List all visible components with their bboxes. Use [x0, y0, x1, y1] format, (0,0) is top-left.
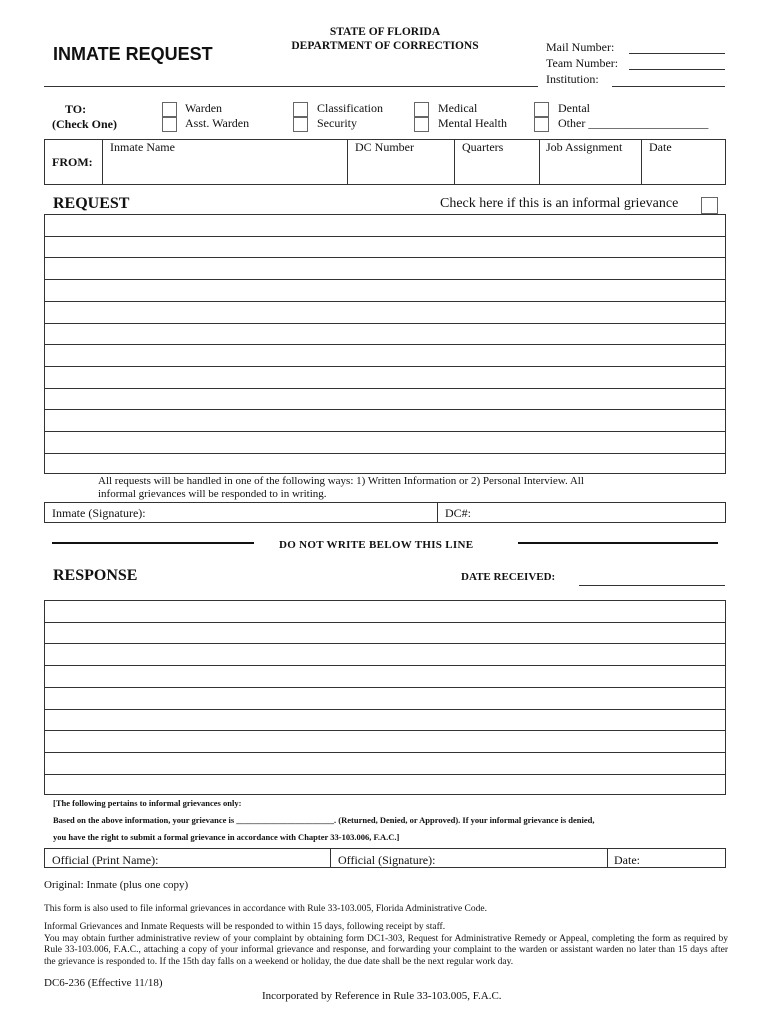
mental-health-label: Mental Health: [438, 116, 507, 130]
asst-warden-label: Asst. Warden: [185, 116, 250, 130]
official-date-label: Date:: [614, 853, 640, 867]
institution-label: Institution:: [546, 72, 599, 86]
writing-line[interactable]: [44, 257, 726, 258]
dental-checkbox[interactable]: [534, 102, 549, 117]
department-name: DEPARTMENT OF CORRECTIONS: [291, 40, 479, 52]
writing-line[interactable]: [44, 730, 726, 731]
signature-row: [44, 502, 726, 523]
lined-box[interactable]: [44, 600, 726, 795]
writing-line[interactable]: [44, 388, 726, 389]
writing-line[interactable]: [44, 687, 726, 688]
check-one-label: (Check One): [52, 117, 117, 131]
other-checkbox[interactable]: [534, 117, 549, 132]
from-col-divider: [454, 139, 455, 185]
request-heading: REQUEST: [53, 195, 130, 212]
mail-number-label: Mail Number:: [546, 40, 615, 54]
writing-line[interactable]: [44, 236, 726, 237]
handling-note: [98, 475, 584, 501]
dental-label: Dental: [558, 101, 590, 115]
security-checkbox[interactable]: [293, 117, 308, 132]
team-number-label: Team Number:: [546, 56, 619, 70]
writing-line[interactable]: [44, 752, 726, 753]
instructions: [44, 922, 728, 968]
institution-field[interactable]: [612, 86, 725, 87]
from-label: FROM:: [52, 155, 93, 169]
writing-line[interactable]: [44, 453, 726, 454]
handling-note-line: informal grievances will be responded to in writing.: [98, 488, 327, 500]
classification-label: Classification: [317, 101, 383, 115]
job-assignment-header: Job Assignment: [546, 140, 623, 154]
mail-number-field[interactable]: [629, 53, 725, 54]
writing-line[interactable]: [44, 622, 726, 623]
handling-note-line: All requests will be handled in one of the following ways: 1) Written Information or 2) Personal Interview. All: [98, 475, 584, 487]
to-label: TO:: [65, 102, 87, 116]
classification-checkbox[interactable]: [293, 102, 308, 117]
dc-number-header: DC Number: [355, 140, 414, 154]
grievance-note-line: you have the right to submit a formal grievance in accordance with Chapter 33-103.006, F.A.C.]: [53, 832, 400, 842]
inmate-signature-label: Inmate (Signature):: [52, 506, 146, 520]
divider-left: [52, 542, 254, 544]
grievance-note-line: [The following pertains to informal grievances only:: [53, 798, 242, 808]
date-received-field[interactable]: [579, 585, 725, 586]
date-received-label: DATE RECEIVED:: [461, 571, 556, 583]
other-label: Other ____________________: [558, 116, 709, 130]
writing-line[interactable]: [44, 709, 726, 710]
grievance-note-line: Based on the above information, your grievance is _______________________. (Returned, Denied, or Approved). If your informal grievance is denied,: [53, 815, 595, 825]
response-heading: RESPONSE: [53, 567, 138, 584]
form-use-note: This form is also used to file informal grievances in accordance with Rule 33-103.005, Florida Administrative Code.: [44, 904, 487, 914]
writing-line[interactable]: [44, 344, 726, 345]
warden-checkbox[interactable]: [162, 102, 177, 117]
writing-line[interactable]: [44, 279, 726, 280]
writing-line[interactable]: [44, 431, 726, 432]
from-col-divider: [102, 139, 103, 185]
original-copy-note: Original: Inmate (plus one copy): [44, 879, 189, 891]
from-col-divider: [539, 139, 540, 185]
security-label: Security: [317, 116, 357, 130]
grievance-checkbox[interactable]: [701, 197, 718, 214]
inmate-name-header: Inmate Name: [110, 140, 175, 154]
official-divider: [330, 848, 331, 868]
divider-right: [518, 542, 718, 544]
writing-line[interactable]: [44, 366, 726, 367]
instructions-para-1: Informal Grievances and Inmate Requests will be responded to within 15 days, following receipt by staff.: [44, 922, 446, 932]
state-name: STATE OF FLORIDA: [329, 26, 441, 38]
medical-label: Medical: [438, 101, 478, 115]
official-divider: [607, 848, 608, 868]
grievance-check-label: Check here if this is an informal grievance: [440, 196, 679, 211]
instructions-para-2: You may obtain further administrative review of your complaint by obtaining form DC1-303, Request for Administrative Remedy or Appeal, completing the form as required by Rule 33-103.006, F.A.C., attaching a copy of your informal grievance and response, and forwarding your complaint to the warden or assistant warden no later than 15 days after the grievance is responded to. If the 15th day falls on a weekend or holiday, the due date shall be the next regular work day.: [44, 933, 728, 967]
asst-warden-checkbox[interactable]: [162, 117, 177, 132]
mental-health-checkbox[interactable]: [414, 117, 429, 132]
from-col-divider: [347, 139, 348, 185]
warden-label: Warden: [185, 101, 223, 115]
form-number: DC6-236 (Effective 11/18): [44, 977, 163, 989]
writing-line[interactable]: [44, 643, 726, 644]
do-not-write-label: DO NOT WRITE BELOW THIS LINE: [279, 539, 474, 551]
incorporated-note: Incorporated by Reference in Rule 33-103.005, F.A.C.: [262, 990, 502, 1002]
signature-divider: [437, 502, 438, 523]
header-rule: [44, 86, 538, 87]
team-number-field[interactable]: [629, 69, 725, 70]
writing-line[interactable]: [44, 774, 726, 775]
writing-line[interactable]: [44, 301, 726, 302]
writing-line[interactable]: [44, 665, 726, 666]
date-header: Date: [649, 140, 672, 154]
from-col-divider: [641, 139, 642, 185]
writing-line[interactable]: [44, 409, 726, 410]
quarters-header: Quarters: [462, 140, 504, 154]
dc-number-label: DC#:: [445, 506, 472, 520]
form-title: INMATE REQUEST: [53, 44, 213, 64]
writing-line[interactable]: [44, 323, 726, 324]
medical-checkbox[interactable]: [414, 102, 429, 117]
official-signature-label: Official (Signature):: [338, 853, 436, 867]
official-print-label: Official (Print Name):: [52, 853, 159, 867]
